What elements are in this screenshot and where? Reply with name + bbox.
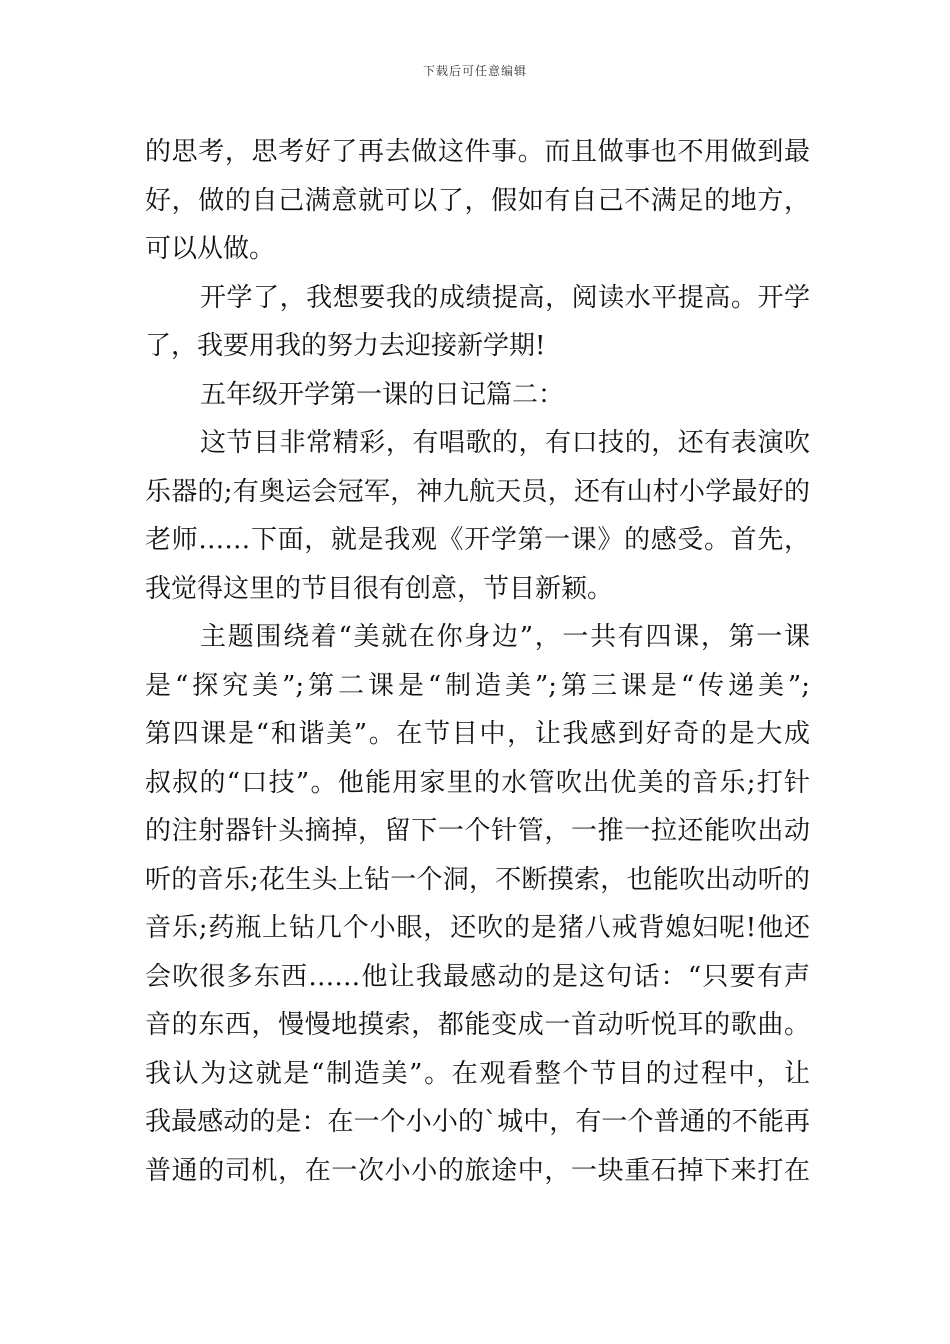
text-line: 第四课是“和谐美”。在节目中，让我感到好奇的是大成 — [145, 719, 810, 749]
text-line: 我最感动的是：在一个小小的`城中，有一个普通的不能再 — [145, 1107, 810, 1137]
text-line: 我认为这就是“制造美”。在观看整个节目的过程中，让 — [145, 1058, 810, 1089]
text-line: 老师……下面，就是我观《开学第一课》的感受。首先， — [145, 525, 810, 555]
text-line: 是“探究美”;第二课是“制造美”;第三课是“传递美”; — [145, 670, 810, 701]
text-line: 这节目非常精彩，有唱歌的，有口技的，还有表演吹 — [200, 428, 810, 458]
text-line: 主题围绕着“美就在你身边”，一共有四课，第一课 — [200, 622, 810, 652]
text-line: 了，我要用我的努力去迎接新学期! — [145, 331, 546, 361]
text-line: 的注射器针头摘掉，留下一个针管，一推一拉还能吹出动 — [145, 816, 810, 846]
text-line: 开学了，我想要我的成绩提高，阅读水平提高。开学 — [200, 282, 810, 313]
text-line: 我觉得这里的节目很有创意，节目新颖。 — [145, 573, 614, 604]
text-line: 听的音乐;花生头上钻一个洞，不断摸索，也能吹出动听的 — [145, 864, 810, 895]
text-line: 普通的司机，在一次小小的旅途中，一块重石掉下来打在 — [145, 1155, 810, 1186]
text-line: 可以从做。 — [145, 234, 276, 264]
document-body — [145, 128, 810, 1195]
text-line: 音乐;药瓶上钻几个小眼，还吹的是猪八戒背媳妇呢!他还 — [145, 913, 810, 943]
text-line: 乐器的;有奥运会冠军，神九航天员，还有山村小学最好的 — [145, 476, 810, 507]
text-line: 好，做的自己满意就可以了，假如有自己不满足的地方， — [145, 185, 810, 216]
text-line: 会吹很多东西……他让我最感动的是这句话：“只要有声 — [145, 961, 810, 992]
text-line: 五年级开学第一课的日记篇二： — [200, 379, 565, 410]
page-header-note: 下载后可任意编辑 — [422, 64, 527, 78]
text-line: 的思考，思考好了再去做这件事。而且做事也不用做到最 — [145, 137, 810, 167]
text-line: 叔叔的“口技”。他能用家里的水管吹出优美的音乐;打针 — [145, 767, 810, 798]
text-line: 音的东西，慢慢地摸索，都能变成一首动听悦耳的歌曲。 — [145, 1010, 810, 1040]
